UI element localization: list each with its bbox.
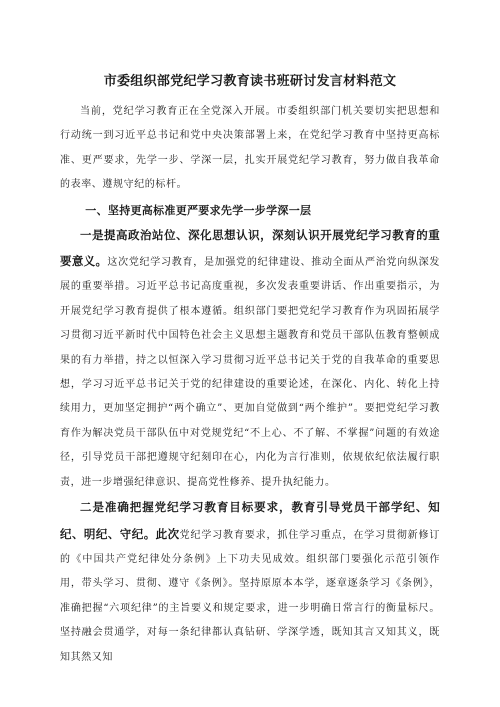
point-two-paragraph: [60, 495, 440, 670]
section-heading: 一、坚持更高标准更严要求先学一步学深一层: [85, 203, 312, 217]
document-title: 市委组织部党纪学习教育读书班研讨发言材料范文: [103, 74, 397, 89]
point-two-lead: 二是准确把握党纪学习教育目标要求，教育引导党员干部学纪、知纪、明纪、守纪。此次: [60, 500, 440, 541]
point-two-body: 党纪学习教育要求，抓住学习重点，在学习贯彻新修订的《中国共产党纪律处分条例》上下功夫见成效。组织部门要强化示范引领作用，带头学习、贯彻、遵守《条例》。坚持原原本本学，逐章逐条学习《条例》，准确把握“六项纪律”的主旨要义和规定要求，进一步明确日常言行的衡量标尺。坚持融会贯通学，对每一条纪律都认真钻研、学深学透，既知其言又知其义，既知其然又知: [60, 529, 440, 663]
point-one-paragraph: [60, 223, 440, 495]
point-one-body: 这次党纪学习教育，是加强党的纪律建设、推动全面从严治党向纵深发展的重要举措。习近平总书记高度重视，多次发表重要讲话、作出重要指示，为开展党纪学习教育提供了根本遵循。组织部门要把党纪学习教育作为巩固拓展学习贯彻习近平新时代中国特色社会主义思想主题教育和党员干部队伍教育整顿成果的有力举措，持之以恒深入学习贯彻习近平总书记关于党的自我革命的重要思想，学习习近平总书记关于党的纪律建设的重要论述，在深化、内化、转化上持续用力，更加坚定拥护“两个确立”、更加自觉做到“两个维护”。要把党纪学习教育作为解决党员干部队伍中对党规党纪“不上心、不了解、不掌握”问题的有效途径，引导党员干部把遵规守纪刻印在心，内化为言行准则，依规依纪依法履行职责，进一步增强纪律意识、提高党性修养、提升执纪能力。: [60, 257, 440, 488]
intro-paragraph: 当前，党纪学习教育正在全党深入开展。市委组织部门机关要切实把思想和行动统一到习近平总书记和党中央决策部署上来，在党纪学习教育中坚持更高标准、更严要求，先学一步、学深一层，扎实开展党纪学习教育，努力做自我革命的表率、遵规守纪的标杆。: [60, 106, 440, 191]
point-one-lead: 一是提高政治站位、深化思想认识，深刻认识开展党纪学习教育的重要意义。: [60, 227, 440, 269]
